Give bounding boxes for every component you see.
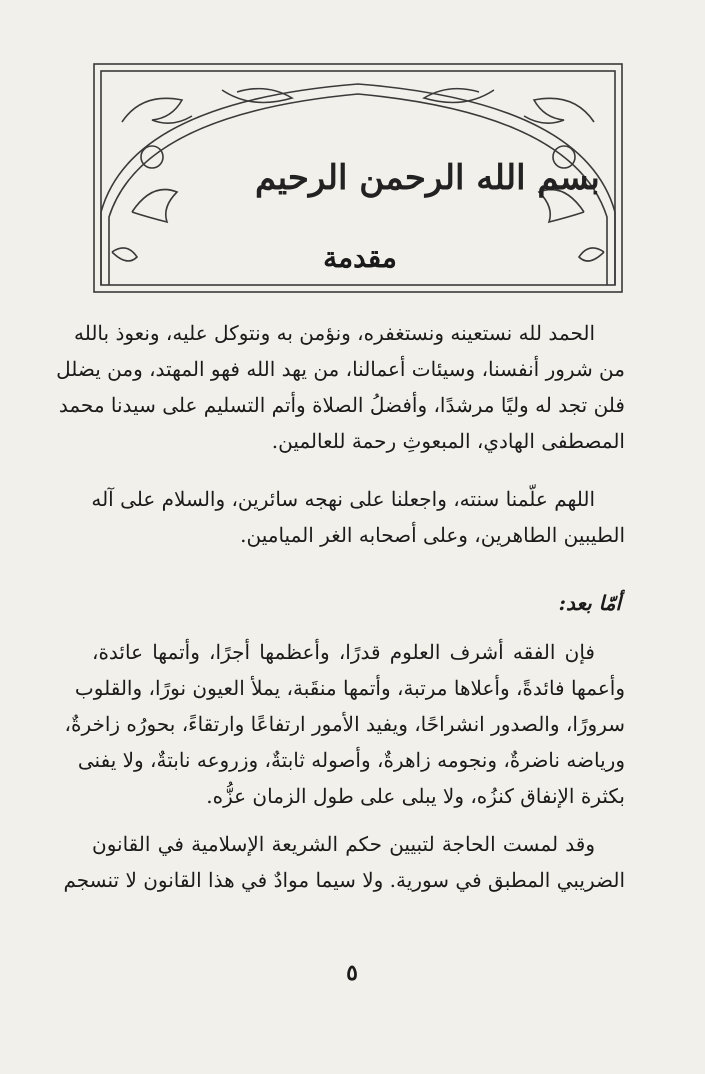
main-text	[63, 634, 625, 898]
text-line: وأعمها فائدةً، وأعلاها مرتبة، وأتمها منقَبة، يملأ العيون نورًا، والقلوب	[74, 676, 625, 700]
text-line: ورياضه ناضرةٌ، ونجومه زاهرةٌ، وأصوله ثابتةٌ، وزروعه نابتةٌ، ولا يفنى	[77, 748, 625, 772]
paragraph-1	[56, 315, 625, 459]
text-line: الحمد لله نستعينه ونستغفره، ونؤمن به ونتوكل عليه، ونعوذ بالله	[73, 321, 595, 345]
text-line: سرورًا، والصدور انشراحًا، ويفيد الأمور ارتفاعًا وارتقاءً، بحورُه زاخرةٌ،	[64, 712, 625, 736]
section-heading: أمّا بعد:	[558, 591, 621, 615]
text-line: من شرور أنفسنا، وسيئات أعمالنا، من يهد الله فهو المهتد، ومن يضلل	[56, 357, 625, 381]
text-line: فلن تجد له وليًا مرشدًا، وأفضلُ الصلاة وأتم التسليم على سيدنا محمد	[58, 393, 625, 417]
text-line: الطيبين الطاهرين، وعلى أصحابه الغر الميامين.	[240, 523, 625, 547]
text-line: فإن الفقه أشرف العلوم قدرًا، وأعظمها أجرًا، وأتمها عائدة،	[92, 640, 595, 664]
text-line: المصطفى الهادي، المبعوثِ رحمة للعالمين.	[271, 429, 625, 453]
intro-text	[56, 315, 625, 553]
paragraph-3	[64, 634, 625, 814]
text-line: بكثرة الإنفاق كنزُه، ولا يبلى على طول الزمان عزُّه.	[206, 784, 625, 808]
text-line: الضريبي المطبق في سورية. ولا سيما موادٌ في هذا القانون لا تنسجم	[63, 868, 625, 892]
basmala-calligraphy: بسم الله الرحمن الرحيم	[255, 158, 600, 198]
paragraph-4	[63, 826, 625, 898]
page-number: ٥	[346, 960, 358, 986]
text-line: اللهم علّمنا سنته، واجعلنا على نهجه سائرين، والسلام على آله	[91, 487, 595, 511]
paragraph-2	[92, 481, 625, 553]
page-title: مقدمة	[323, 241, 397, 274]
text-line: وقد لمست الحاجة لتبيين حكم الشريعة الإسلامية في القانون	[92, 832, 595, 856]
